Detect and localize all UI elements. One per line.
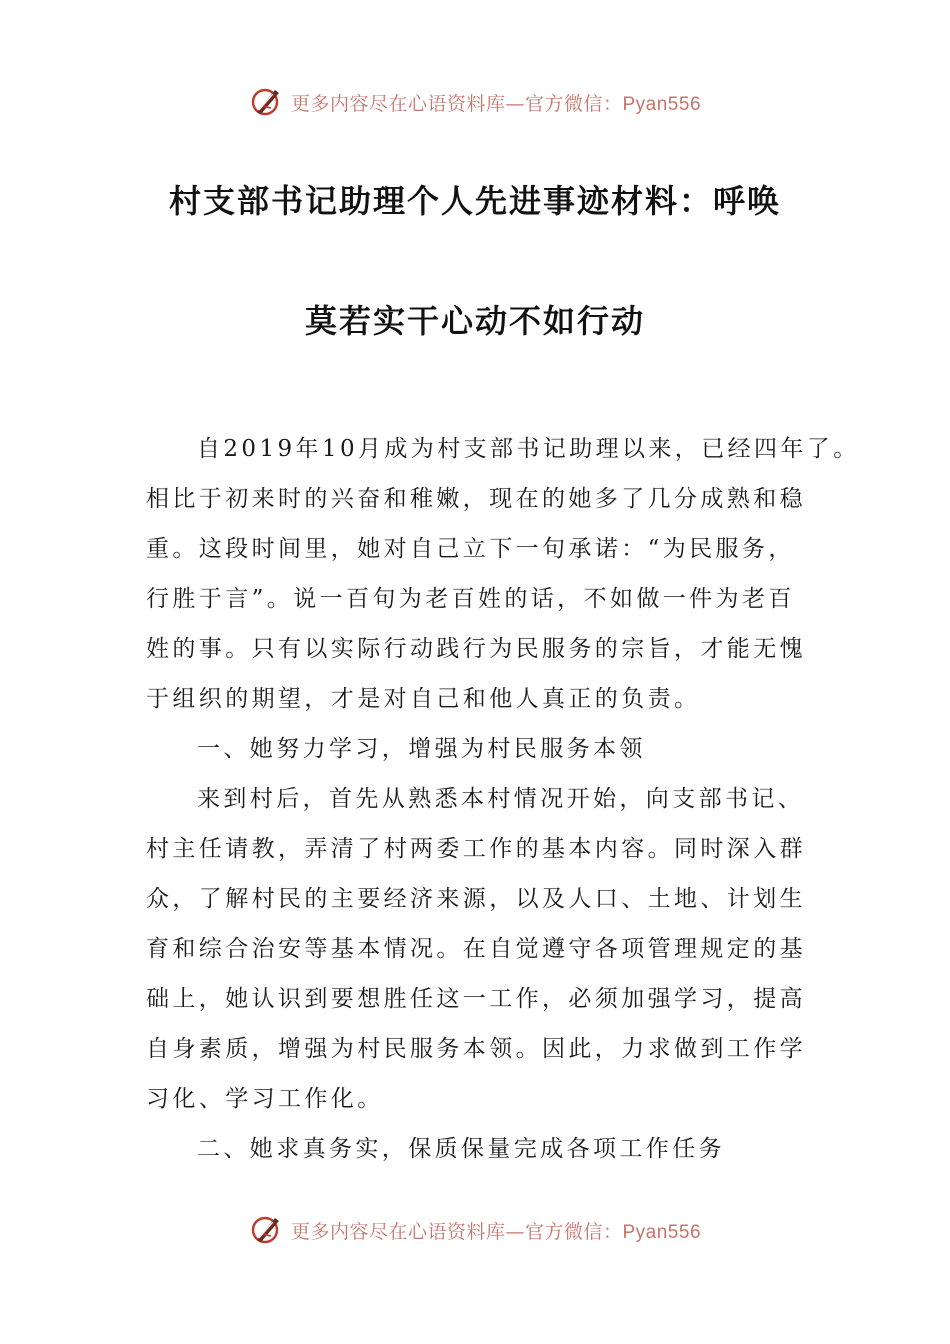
paragraph-line: 众，了解村民的主要经济来源，以及人口、土地、计划生 [146,886,806,912]
header-banner [0,82,950,122]
paragraph-line: 相比于初来时的兴奋和稚嫩，现在的她多了几分成熟和稳 [146,486,806,512]
document-title-line-1: 村支部书记助理个人先进事迹材料：呼唤 [168,182,781,220]
paragraph-line: 自2019年10月成为村支部书记助理以来，已经四年了。 [197,436,860,462]
paragraph-line: 育和综合治安等基本情况。在自觉遵守各项管理规定的基 [146,936,806,962]
quill-pen-circle-icon [249,1212,285,1248]
paragraph-line: 行胜于言”。说一百句为老百姓的话，不如做一件为老百 [146,586,795,612]
banner-text: 更多内容尽在心语资料库—官方微信：Pyan556 [290,92,702,115]
section-heading: 二、她求真务实，保质保量完成各项工作任务 [197,1136,725,1162]
paragraph-line: 自身素质，增强为村民服务本领。因此，力求做到工作学 [146,1036,806,1062]
banner-text: 更多内容尽在心语资料库—官方微信：Pyan556 [290,1220,702,1243]
footer-banner [0,1210,950,1250]
paragraph-line: 村主任请教，弄清了村两委工作的基本内容。同时深入群 [146,836,806,862]
paragraph-line: 于组织的期望，才是对自己和他人真正的负责。 [146,686,701,712]
quill-pen-circle-icon [249,84,285,120]
paragraph-line: 来到村后，首先从熟悉本村情况开始，向支部书记、 [197,786,805,812]
paragraph-line: 姓的事。只有以实际行动践行为民服务的宗旨，才能无愧 [146,636,806,662]
wechat-id: Pyan556 [622,93,702,115]
paragraph-line: 习化、学习工作化。 [146,1086,384,1112]
paragraph-line: 重。这段时间里，她对自己立下一句承诺：“为民服务， [146,536,795,562]
section-heading: 一、她努力学习，增强为村民服务本领 [197,736,646,762]
document-title-line-2: 莫若实干心动不如行动 [304,302,645,340]
wechat-id: Pyan556 [622,1221,702,1243]
paragraph-line: 础上，她认识到要想胜任这一工作，必须加强学习，提高 [146,986,806,1012]
